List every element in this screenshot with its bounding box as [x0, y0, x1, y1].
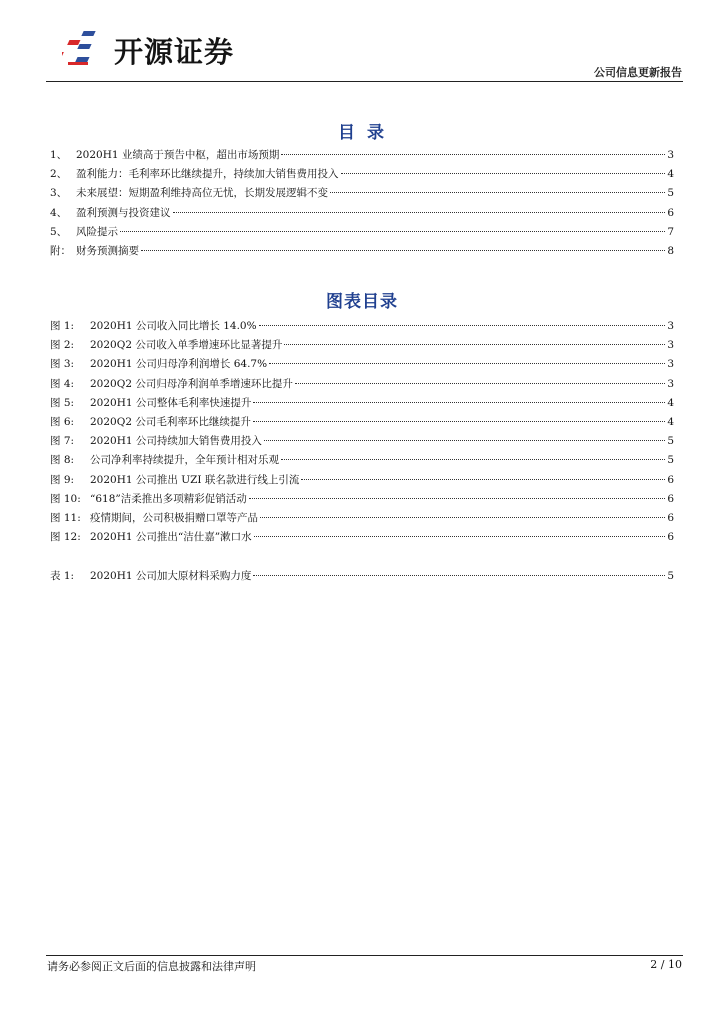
figure-entry-text: 2020H1 公司持续加大销售费用投入	[90, 435, 262, 448]
figure-entry[interactable]	[50, 509, 674, 528]
figure-entry-page: 6	[667, 473, 674, 486]
figure-entry-page: 3	[667, 358, 674, 371]
footer-disclaimer: 请务必参阅正文后面的信息披露和法律声明	[47, 960, 256, 973]
figure-entry-leader	[295, 382, 665, 384]
figure-entry-text: 2020H1 公司归母净利润增长 64.7%	[90, 358, 268, 371]
figure-entry-number: 图 7:	[50, 435, 75, 448]
table-entry-text: 2020H1 公司加大原材料采购力度	[90, 570, 252, 582]
figure-entry-text: 2020H1 公司推出“洁仕嘉”漱口水	[90, 531, 252, 544]
toc-entry-text: 盈利预测与投资建议	[76, 206, 171, 219]
figure-entry[interactable]	[50, 528, 674, 547]
toc-entry-page: 5	[667, 187, 674, 200]
figure-entry[interactable]	[50, 355, 674, 374]
figure-entry-leader	[264, 439, 665, 441]
figure-entry-leader	[269, 362, 665, 364]
figure-entry-number: 图 12:	[50, 531, 81, 544]
figure-entry-page: 6	[667, 531, 674, 544]
figure-entry[interactable]	[50, 394, 674, 413]
figure-entry[interactable]	[50, 451, 674, 470]
figure-entry-number: 图 1:	[50, 320, 75, 332]
toc-entry-number: 附：	[50, 244, 71, 257]
toc-entry-leader	[120, 230, 665, 232]
toc-entry-page: 3	[667, 149, 674, 161]
figure-entry-page: 3	[667, 377, 674, 390]
figure-entry-number: 图 3:	[50, 358, 75, 371]
toc-entry-leader	[281, 153, 665, 155]
figure-entry-number: 图 4:	[50, 377, 75, 390]
figure-entry-text: 2020Q2 公司毛利率环比继续提升	[90, 415, 251, 428]
figure-entry-leader	[253, 401, 665, 403]
table-entry-number: 表 1:	[50, 570, 75, 582]
figure-entry[interactable]	[50, 317, 674, 336]
figure-entry-page: 6	[667, 492, 674, 505]
figure-entry[interactable]	[50, 413, 674, 432]
page-indicator: 2 / 10	[650, 958, 682, 971]
toc-entry[interactable]	[50, 223, 674, 242]
toc-entry-leader	[141, 249, 665, 251]
figure-entry-text: 2020H1 公司推出 UZI 联名款进行线上引流	[90, 473, 300, 486]
figure-entry-number: 图 10:	[50, 492, 81, 505]
toc-entry-text: 2020H1 业绩高于预告中枢，超出市场预期	[76, 149, 280, 161]
figure-entry-leader	[249, 497, 666, 499]
table-entry-page: 5	[667, 570, 674, 582]
toc-entry-text: 财务预测摘要	[76, 244, 139, 257]
report-type-label: 公司信息更新报告	[594, 66, 682, 79]
figure-entry-text: 疫情期间，公司积极捐赠口罩等产品	[90, 511, 258, 524]
toc-entry-page: 7	[667, 225, 674, 238]
figure-entry-number: 图 11:	[50, 511, 81, 524]
figure-entry-text: 2020H1 公司整体毛利率快速提升	[90, 396, 252, 409]
figure-entry-text: 2020H1 公司收入同比增长 14.0%	[90, 320, 257, 332]
figure-entry-leader	[259, 324, 666, 326]
figure-entry-leader	[281, 458, 665, 460]
figure-entry-number: 图 5:	[50, 396, 75, 409]
figure-entry-leader	[253, 420, 665, 422]
figure-entry-leader	[284, 343, 665, 345]
figure-entry[interactable]	[50, 471, 674, 490]
table-entry[interactable]	[50, 567, 674, 586]
figure-entry-leader	[260, 516, 665, 518]
logo-mark-icon	[62, 26, 106, 66]
figure-entry-number: 图 6:	[50, 415, 75, 428]
toc-entry-number: 3、	[50, 187, 68, 200]
figures-toc-title: 图表目录	[326, 292, 398, 312]
figure-entry-page: 5	[667, 454, 674, 467]
toc-entry[interactable]	[50, 242, 674, 261]
toc-entry-page: 4	[667, 168, 674, 181]
toc-entry[interactable]	[50, 146, 674, 165]
toc-entry-leader	[341, 172, 666, 174]
toc-entry-text: 未来展望：短期盈利维持高位无忧，长期发展逻辑不变	[76, 187, 328, 200]
figure-entry-page: 3	[667, 320, 674, 332]
figure-entry-page: 5	[667, 435, 674, 448]
figures-toc-list	[50, 317, 674, 547]
figure-entry-text: 公司净利率持续提升，全年预计相对乐观	[90, 454, 279, 467]
footer-divider	[46, 955, 683, 956]
figure-entry-number: 图 8:	[50, 454, 75, 467]
toc-entry-number: 4、	[50, 206, 68, 219]
toc-entry[interactable]	[50, 204, 674, 223]
figure-entry[interactable]	[50, 490, 674, 509]
figure-entry-page: 6	[667, 511, 674, 524]
figure-entry[interactable]	[50, 375, 674, 394]
toc-entry[interactable]	[50, 184, 674, 203]
toc-entry[interactable]	[50, 165, 674, 184]
figure-entry-page: 4	[667, 396, 674, 409]
figure-entry-leader	[301, 478, 665, 480]
figure-entry-text: 2020Q2 公司收入单季增速环比显著提升	[90, 339, 283, 352]
figure-entry-page: 3	[667, 339, 674, 352]
toc-list	[50, 146, 674, 261]
table-entry-leader	[253, 574, 665, 576]
figure-entry-text: “618”洁柔推出多项精彩促销活动	[90, 492, 247, 505]
toc-entry-leader	[330, 191, 665, 193]
figure-entry-number: 图 2:	[50, 339, 75, 352]
toc-entry-number: 5、	[50, 225, 68, 238]
toc-entry-page: 8	[667, 244, 674, 257]
figure-entry[interactable]	[50, 336, 674, 355]
toc-entry-number: 2、	[50, 168, 68, 181]
figure-entry-leader	[254, 535, 666, 537]
logo-text: 开源证券	[114, 35, 235, 69]
toc-title: 目录	[338, 123, 396, 143]
toc-entry-text: 盈利能力：毛利率环比继续提升，持续加大销售费用投入	[76, 168, 339, 181]
figure-entry[interactable]	[50, 432, 674, 451]
header-divider	[46, 81, 683, 82]
figure-entry-page: 4	[667, 415, 674, 428]
toc-entry-text: 风险提示	[76, 225, 118, 238]
tables-toc-list	[50, 567, 674, 586]
toc-entry-page: 6	[667, 206, 674, 219]
toc-entry-number: 1、	[50, 149, 68, 161]
toc-entry-leader	[173, 211, 666, 213]
figure-entry-text: 2020Q2 公司归母净利润单季增速环比提升	[90, 377, 293, 390]
figure-entry-number: 图 9:	[50, 473, 75, 486]
